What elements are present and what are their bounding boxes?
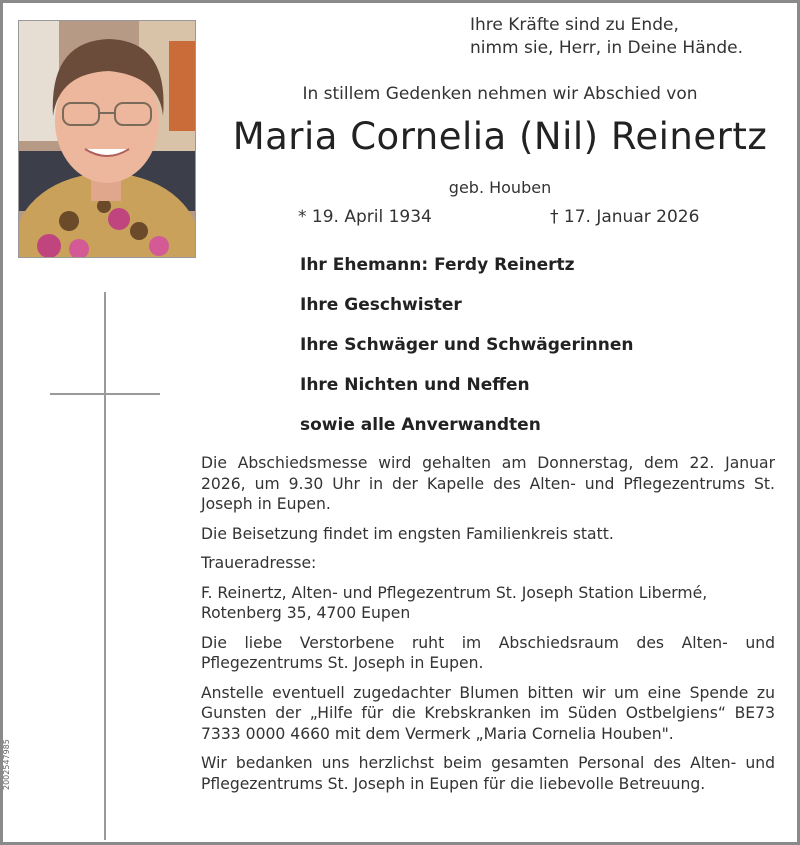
verse-line: nimm sie, Herr, in Deine Hände. xyxy=(470,38,744,58)
mourner-entry: Ihre Geschwister xyxy=(300,295,462,315)
mourner-entry: sowie alle Anverwandten xyxy=(300,415,541,435)
rest-paragraph: Die liebe Verstorbene ruht im Abschiedsraum des Alten- und Pflegezentrums St. Joseph in Eupen. xyxy=(201,633,775,672)
address-label: Traueradresse: xyxy=(201,554,317,572)
cross-vertical xyxy=(104,292,106,840)
birth-date: * 19. April 1934 xyxy=(298,207,432,227)
portrait-photo xyxy=(18,20,196,258)
mourner-entry: Ihr Ehemann: Ferdy Reinertz xyxy=(300,255,575,275)
mourner-entry: Ihre Schwäger und Schwägerinnen xyxy=(300,335,634,355)
birth-name: geb. Houben xyxy=(448,178,552,197)
donation-paragraph: Anstelle eventuell zugedachter Blumen bitten wir um eine Spende zu Gunsten der „Hilfe für die Krebskranken im Süden Ostbelgiens“ BE73 7333 0000 4660 mit dem Vermerk „Maria Cornelia Houben". xyxy=(201,683,775,743)
notice-body xyxy=(201,453,775,803)
mass-paragraph: Die Abschiedsmesse wird gehalten am Donnerstag, dem 22. Januar 2026, um 9.30 Uhr in der Kapelle des Alten- und Pflegezentrums St. Joseph in Eupen. xyxy=(201,454,775,513)
address-line: Rotenberg 35, 4700 Eupen xyxy=(201,604,411,622)
ad-code: 2002547985 xyxy=(2,739,11,790)
deceased-name: Maria Cornelia (Nil) Reinertz xyxy=(232,115,768,158)
verse-line: Ihre Kräfte sind zu Ende, xyxy=(470,15,679,35)
mourners-list xyxy=(300,252,634,452)
verse xyxy=(470,14,790,60)
address-line: F. Reinertz, Alten- und Pflegezentrum St. Joseph Station Libermé, xyxy=(201,583,708,602)
cross-horizontal xyxy=(50,393,160,395)
intro-text: In stillem Gedenken nehmen wir Abschied von xyxy=(302,84,698,104)
death-date: † 17. Januar 2026 xyxy=(550,207,700,227)
mourner-entry: Ihre Nichten und Neffen xyxy=(300,375,530,395)
thanks-paragraph: Wir bedanken uns herzlichst beim gesamten Personal des Alten- und Pflegezentrums St. Joseph in Eupen für die liebevolle Betreuung. xyxy=(201,754,775,793)
burial-paragraph: Die Beisetzung findet im engsten Familienkreis statt. xyxy=(201,524,614,543)
